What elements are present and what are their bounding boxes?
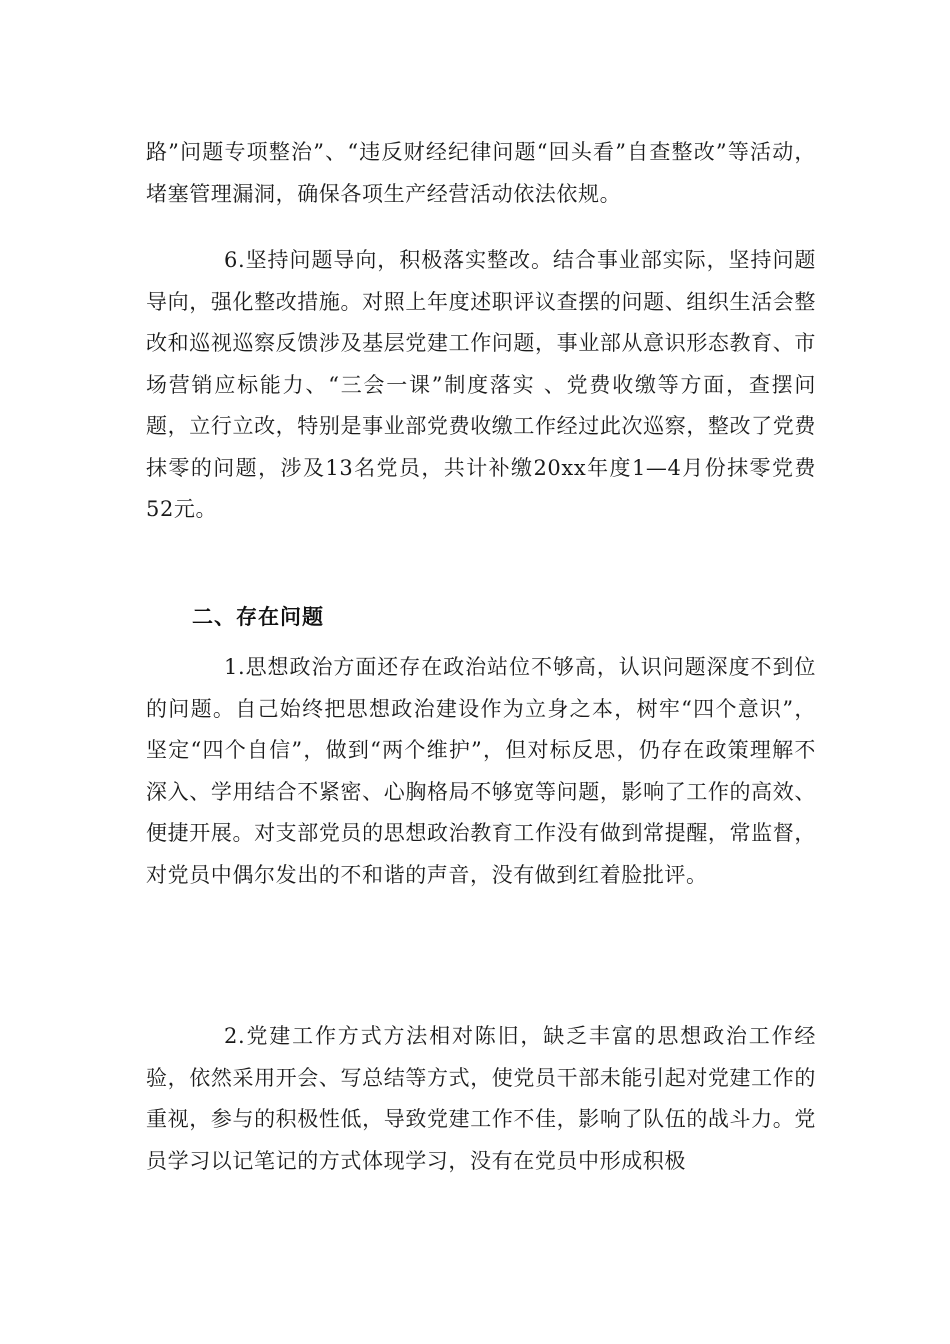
- problem-1-text: 1.思想政治方面还存在政治站位不够高，认识问题深度不到位的问题。自己始终把思想政治建设作为立身之本，树牢“四个意识”，坚定“四个自信”，做到“两个维护”，但对标反思，仍存在政策理解不深入、学用结合不紧密、心胸格局不够宽等问题，影响了工作的高效、便捷开展。对支部党员的思想政治教育工作没有做到常提醒，常监督，对党员中偶尔发出的不和谐的声音，没有做到红着脸批评。: [146, 655, 816, 887]
- section-heading: 二、存在问题: [192, 605, 324, 629]
- problem-2: [146, 1016, 816, 1182]
- paragraph-continued: [146, 132, 816, 215]
- problem-2-text: 2.党建工作方式方法相对陈旧，缺乏丰富的思想政治工作经验，依然采用开会、写总结等方式，使党员干部未能引起对党建工作的重视，参与的积极性低，导致党建工作不佳，影响了队伍的战斗力。党员学习以记笔记的方式体现学习，没有在党员中形成积极: [146, 1024, 816, 1173]
- problem-1: [146, 647, 816, 896]
- paragraph-6: [146, 240, 816, 531]
- paragraph-6-text: 6.坚持问题导向，积极落实整改。结合事业部实际，坚持问题导向，强化整改措施。对照上年度述职评议查摆的问题、组织生活会整改和巡视巡察反馈涉及基层党建工作问题，事业部从意识形态教育、市场营销应标能力、“三会一课”制度落实 、党费收缴等方面，查摆问题，立行立改，特别是事业部党费收缴工作经过此次巡察，整改了党费抹零的问题，涉及13名党员，共计补缴20xx年度1—4月份抹零党费52元。: [146, 248, 816, 521]
- paragraph-continued-text: 路”问题专项整治”、“违反财经纪律问题“回头看”自查整改”等活动，堵塞管理漏洞，确保各项生产经营活动依法依规。: [146, 140, 816, 206]
